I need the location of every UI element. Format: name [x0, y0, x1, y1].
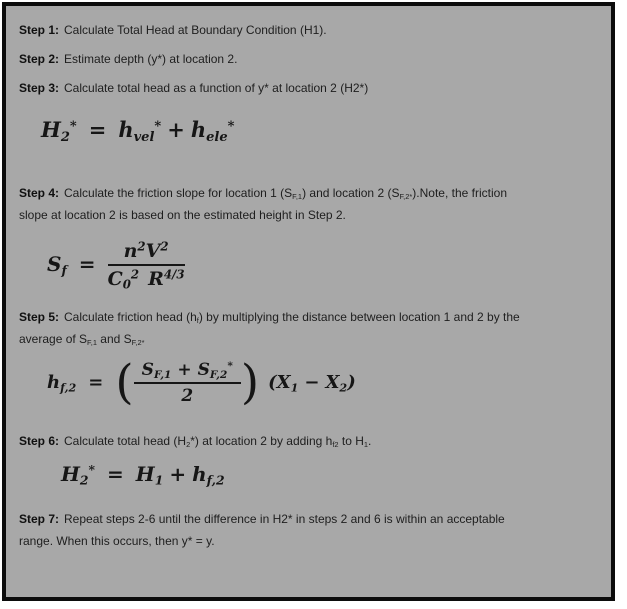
elevation-head-symbol: $h_{ele}^*$ — [190, 117, 235, 145]
step-3-label: Step 3: — [19, 81, 60, 95]
numerator: $n^2V^2$ — [108, 240, 185, 266]
equals-sign: = — [107, 462, 124, 486]
h2-symbol: $H_2^*$ — [61, 462, 96, 488]
formula-total-head — [61, 462, 595, 486]
step-5-label: Step 5: — [19, 310, 60, 324]
step-4-text: Calculate the friction slope for location 1 $(S_{F,1})$ and location 2 $(S_{F,2*}).Note$, the friction slope at location 2 is based on the estimated height in Step 2. — [19, 186, 507, 222]
equals-sign: = — [78, 251, 96, 276]
right-paren: ) — [240, 356, 260, 410]
fraction — [108, 240, 185, 290]
step-2-text: Estimate depth (y*) at location 2. — [64, 52, 238, 66]
sf-symbol: $S_f$ — [47, 251, 67, 278]
formula-friction-slope — [47, 240, 595, 290]
step-1-label: Step 1: — [19, 23, 60, 37]
equals-sign: = — [88, 117, 107, 142]
step-2-label: Step 2: — [19, 52, 60, 66]
plus-sign: + — [169, 462, 187, 486]
step-6 — [19, 430, 595, 452]
step-1 — [19, 19, 595, 41]
fraction — [134, 360, 241, 406]
step-5 — [19, 306, 595, 350]
step-6-text: Calculate total head $(H_2*)$ at location 2 by adding $h_{f2}$ to $H_1$. — [64, 434, 372, 450]
step-7 — [19, 508, 595, 552]
hf2-symbol: $h_{f,2}$ — [192, 462, 225, 488]
step-4-label: Step 4: — [19, 186, 60, 200]
step-1-text: Calculate Total Head at Boundary Condition (H1). — [64, 23, 327, 37]
procedure-panel — [2, 2, 615, 601]
left-paren: ( — [115, 356, 134, 410]
step-3-text: Calculate total head as a function of y* at location 2 (H2*) — [64, 81, 369, 95]
formula-total-head-estimate — [41, 117, 595, 145]
step-4 — [19, 182, 595, 226]
step-6-label: Step 6: — [19, 434, 60, 448]
plus-sign: + — [167, 117, 185, 142]
h1-symbol: $H_1$ — [135, 462, 164, 488]
hf2-symbol: $h_{f,2}$ — [47, 372, 77, 395]
velocity-head-symbol: $h_{vel}^*$ — [118, 117, 162, 145]
step-3 — [19, 77, 595, 99]
minus-sign: − — [304, 372, 320, 393]
step-7-text: Repeat steps 2-6 until the difference in H2* in steps 2 and 6 is within an acceptable range. When this occurs, then y* = y. — [19, 512, 505, 548]
step-7-label: Step 7: — [19, 512, 60, 526]
numerator: $S_{F,1} + S_{F,2}^*$ — [134, 360, 241, 384]
denominator: 2 — [181, 386, 194, 406]
denominator: $C_0^2$ $R^{4/3}$ — [107, 267, 185, 292]
step-2 — [19, 48, 595, 70]
h2-symbol: $H_2^*$ — [41, 117, 77, 145]
formula-friction-head — [47, 356, 595, 410]
plus-sign: + — [177, 360, 192, 380]
equals-sign: = — [88, 372, 104, 393]
step-5-text: Calculate friction head $(h_f)$ by multiplying the distance between location 1 and 2 by the average of $S_{F,1}$ and $S_{F,2*}$ — [19, 310, 520, 348]
distance-term: $(X_1 - X_2)$ — [268, 372, 356, 395]
